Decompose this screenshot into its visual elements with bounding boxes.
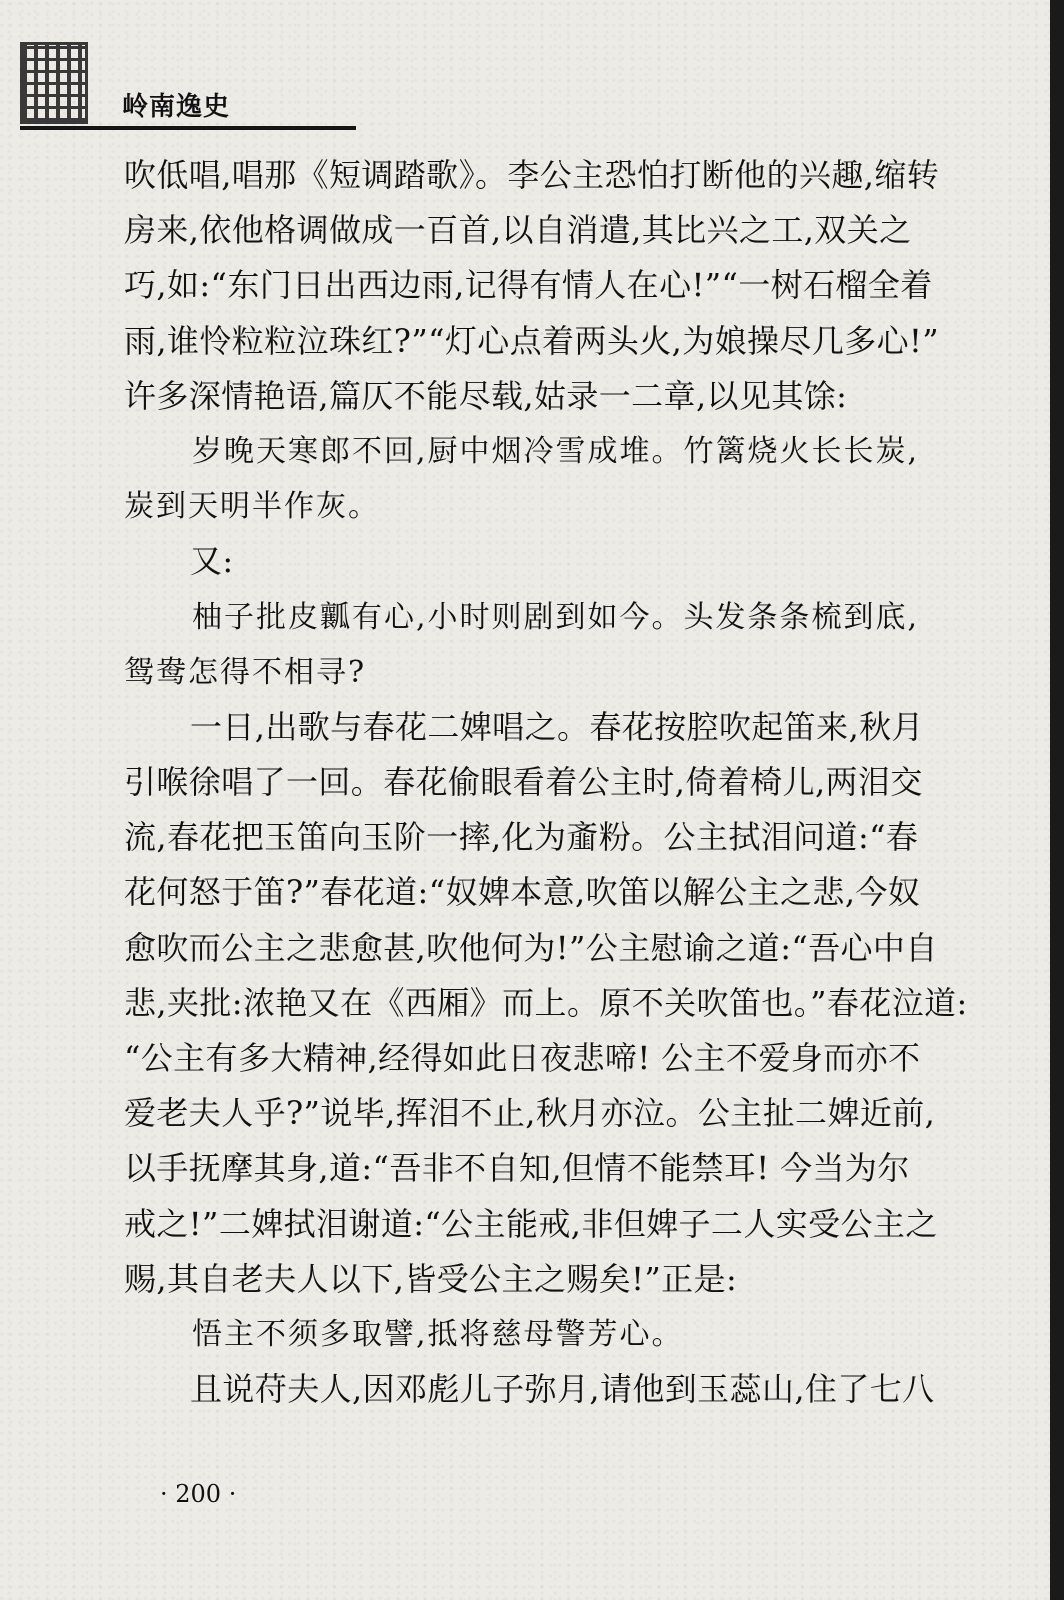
text-line: 又:: [190, 542, 234, 581]
text-line: 愈吹而公主之悲愈甚,吹他何为!”公主慰谕之道:“吾心中自: [124, 928, 938, 967]
text-line: 雨,谁怜粒粒泣珠红?”“灯心点着两头火,为娘操尽几多心!”: [124, 321, 940, 360]
text-line: 吹低唱,唱那《短调踏歌》。李公主恐怕打断他的兴趣,缩转: [124, 156, 940, 194]
text-line: 悲,夹批:浓艳又在《西厢》而上。原不关吹笛也。”春花泣道:: [124, 983, 968, 1022]
body-text: [124, 148, 984, 1417]
poem-line: 炭到天明半作灰。: [124, 489, 380, 525]
text-line: 花何怒于笛?”春花道:“奴婢本意,吹笛以解公主之悲,今奴: [124, 873, 921, 912]
running-header-title: 岭南逸史: [122, 92, 231, 122]
text-line: 爱老夫人乎?”说毕,挥泪不止,秋月亦泣。公主扯二婢近前,: [124, 1094, 936, 1133]
text-line: 赐,其自老夫人以下,皆受公主之赐矣!”正是:: [124, 1259, 738, 1298]
poem-line: 悟主不须多取譬,抵将慈母警芳心。: [192, 1316, 684, 1352]
text-line: “公主有多大精神,经得如此日夜悲啼! 公主不爱身而亦不: [124, 1039, 921, 1077]
page-edge-shadow: [1050, 0, 1064, 1600]
text-line: 许多深情艳语,篇仄不能尽载,姑录一二章,以见其馀:: [124, 376, 848, 415]
text-line: 一日,出歌与春花二婢唱之。春花按腔吹起笛来,秋月: [190, 707, 924, 746]
text-line: 戒之!”二婢拭泪谢道:“公主能戒,非但婢子二人实受公主之: [124, 1204, 938, 1243]
poem-line: 柚子批皮瓤有心,小时则剧到如今。头发条条梳到底,: [192, 599, 920, 635]
text-line: 流,春花把玉笛向玉阶一摔,化为齑粉。公主拭泪问道:“春: [124, 818, 919, 857]
page-number: · 200 ·: [160, 1480, 237, 1508]
text-line: 房来,依他格调做成一百首,以自消遣,其比兴之工,双关之: [124, 211, 912, 250]
header-rule: [20, 126, 356, 130]
text-line: 巧,如:“东门日出西边雨,记得有情人在心!”“一树石榴全着: [124, 266, 933, 305]
text-line: 以手抚摩其身,道:“吾非不自知,但情不能禁耳! 今当为尔: [124, 1149, 910, 1188]
text-line: 且说苻夫人,因邓彪儿子弥月,请他到玉蕊山,住了七八: [190, 1370, 935, 1409]
poem-line: 鸳鸯怎得不相寻?: [124, 654, 367, 690]
seal-logo-icon: [20, 42, 88, 124]
text-line: 引喉徐唱了一回。春花偷眼看着公主时,倚着椅儿,两泪交: [124, 763, 923, 802]
poem-line: 岁晚天寒郎不回,厨中烟冷雪成堆。竹篱烧火长长炭,: [192, 433, 920, 469]
